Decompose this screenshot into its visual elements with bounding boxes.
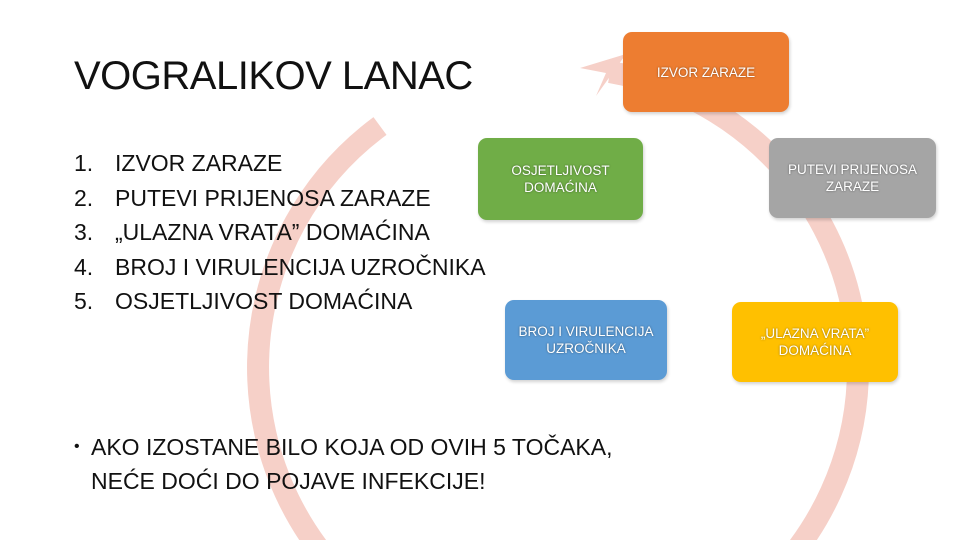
list-item bbox=[74, 284, 486, 319]
list-number: 1. bbox=[74, 150, 94, 176]
conclusion-bullet bbox=[74, 430, 612, 498]
list-number: 5. bbox=[74, 288, 94, 314]
list-text: IZVOR ZARAZE bbox=[115, 150, 283, 176]
list-number: 2. bbox=[74, 184, 94, 211]
list-text: PUTEVI PRIJENOSA ZARAZE bbox=[115, 184, 431, 211]
list-item bbox=[74, 181, 486, 216]
list-number: 3. bbox=[74, 219, 94, 245]
list-text: BROJ I VIRULENCIJA UZROČNIKA bbox=[115, 253, 486, 280]
bullet-line-1: AKO IZOSTANE BILO KOJA OD OVIH 5 TOČAKA, bbox=[91, 434, 613, 460]
list-item bbox=[74, 146, 486, 181]
list-number: 4. bbox=[74, 253, 94, 280]
cycle-box-osjetljivost: OSJETLJIVOST DOMAĆINA bbox=[478, 138, 643, 220]
cycle-box-putevi-prijenosa: PUTEVI PRIJENOSA ZARAZE bbox=[769, 138, 936, 218]
cycle-box-broj-virulencija: BROJ I VIRULENCIJA UZROČNIKA bbox=[505, 300, 667, 380]
bullet-symbol: • bbox=[74, 438, 80, 455]
cycle-box-ulazna-vrata: „ULAZNA VRATA” DOMAĆINA bbox=[732, 302, 898, 382]
list-item bbox=[74, 250, 486, 285]
slide-title: VOGRALIKOV LANAC bbox=[74, 54, 473, 98]
numbered-list bbox=[74, 146, 486, 319]
cycle-box-izvor-zaraze: IZVOR ZARAZE bbox=[623, 32, 789, 112]
list-text: „ULAZNA VRATA” DOMAĆINA bbox=[115, 219, 430, 245]
bullet-line-2: NEĆE DOĆI DO POJAVE INFEKCIJE! bbox=[91, 468, 486, 494]
list-text: OSJETLJIVOST DOMAĆINA bbox=[115, 288, 413, 314]
list-item bbox=[74, 215, 486, 250]
